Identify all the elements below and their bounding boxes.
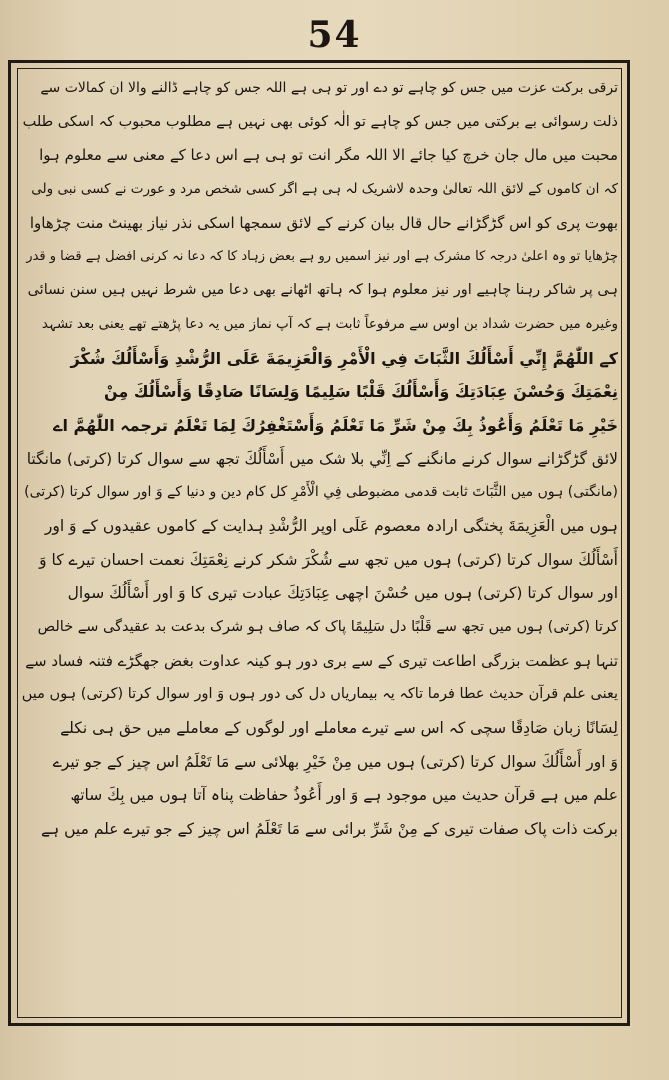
- text-line: (مانگتی) ہوں میں الثَّبَاتَ ثابت قدمی مضبوطی فِي الْأَمْرِ کل کام دین و دنیا کے وَ اور سوال کرتا (کرتی): [24, 484, 618, 501]
- text-line: برکت ذات پاک صفات تیری کے مِنْ شَرِّ برائی سے مَا تَعْلَمُ اس چیز کے جو تیرے علم میں ہے: [41, 820, 618, 839]
- text-line: اور سوال کرتا (کرتی) ہوں میں حُسْنَ اچھی عِبَادَتِكَ عبادت تیری کا وَ اور أَسْأَلُكَ سوال: [67, 584, 618, 603]
- text-line: تنہا ہو عظمت بزرگی اطاعت تیری کے سے بری دور ہو کینہ عداوت بغض جھگڑے فتنہ فساد سے: [25, 651, 618, 670]
- text-line: کہ ان کاموں کے لائق اللہ تعالیٰ وحدہ لاشریک لہ ہی ہے اگر کسی شخص مرد و عورت نے کسی نبی ولی: [31, 181, 618, 198]
- text-line: بھوت پری کو اس گڑگڑانے حال قال بیان کرنے کے لائق سمجھا اسکی نذر نیاز بھینٹ منت چڑھاوا: [29, 213, 618, 232]
- text-line: ہی پر شاکر رہنا چاہیے اور نیز معلوم ہوا کہ ہاتھ اٹھانے بھی دعا میں شرط نہیں ہیں سنن نسائی: [27, 282, 618, 299]
- text-line: ہوں میں الْعَزِيمَةَ پختگی ارادہ معصوم عَلَى اوپر الرُّشْدِ ہدایت کے کاموں عقیدوں کے وَ اور: [44, 516, 618, 535]
- text-line: لِسَانًا زبان صَادِقًا سچی کہ اس سے تیرے معاملے اور لوگوں کے معاملے میں حق ہی نکلے: [60, 719, 618, 738]
- text-line: یعنی علم قرآن حدیث عطا فرما تاکہ یہ بیماریاں دل کی دور ہوں وَ اور سوال کرتا (کرتی) ہوں میں: [22, 686, 618, 703]
- text-line: ترقی برکت عزت میں جس کو چاہے تو دے اور تو ہی ہے اللہ جس کو چاہے ڈالنے والا ان کمالات سے: [40, 80, 618, 96]
- text-line: وغیرہ میں حضرت شداد بن اوس سے مرفوعاً ثابت ہے کہ آپ نماز میں یہ دعا پڑھتے تھے یعنی بعد تشہد: [41, 315, 618, 332]
- text-line: ذلت رسوائی بے برکتی میں جس کو چاہے تو الٰہ کوئی بھی نہیں ہے مطلوب محبوب کہ اسکی طلب: [22, 113, 618, 130]
- page-number: 54: [307, 14, 362, 56]
- arabic-dua-line: نِعْمَتِكَ وَحُسْنَ عِبَادَتِكَ وَأَسْأَلُكَ قَلْبًا سَلِيمًا وَلِسَانًا صَادِقًا وَأَسْأَلُكَ مِنْ: [103, 382, 618, 402]
- text-line: لائق گڑگڑانے سوال کرنے مانگنے کے اِنِّي بلا شک میں أَسْأَلُكَ تجھ سے سوال کرتا (کرتی) مانگتا: [26, 449, 618, 468]
- arabic-dua-line: کے اللّٰهُمَّ إِنِّي أَسْأَلُكَ الثَّبَاتَ فِي الْأَمْرِ وَالْعَزِيمَةَ عَلَى الرُّشْدِ وَأَسْأَلُكَ شُكْرَ: [70, 348, 618, 368]
- arabic-dua-line: خَيْرِ مَا تَعْلَمُ وَأَعُوذُ بِكَ مِنْ شَرِّ مَا تَعْلَمُ وَأَسْتَغْفِرُكَ لِمَا تَعْلَمُ ترجمہ اللّٰهُمَّ اے: [53, 415, 618, 435]
- body-text: [22, 72, 618, 1016]
- text-line: چڑھایا تو وہ اعلیٰ درجہ کا مشرک ہے اور نیز اسمیں رو ہے بعض زہاد کا کہ دعا نہ کرنی افضل ہے قضا و قدر: [26, 249, 618, 265]
- text-line: أَسْأَلُكَ سوال کرتا (کرتی) ہوں میں تجھ سے شُكْرَ شکر کرنے نِعْمَتِكَ نعمت احسان تیرے کا وَ: [39, 550, 618, 569]
- text-line: کرتا (کرتی) ہوں میں تجھ سے قَلْبًا دل سَلِيمًا پاک کہ صاف ہو شرک بدعت بد عقیدگی سے خالص: [37, 619, 618, 635]
- text-line: وَ اور أَسْأَلُكَ سوال کرتا (کرتی) ہوں میں مِنْ خَيْرِ بھلائی سے مَا تَعْلَمُ اس چیز کے جو تیرے: [52, 752, 618, 771]
- text-line: محبت میں مال جان خرچ کیا جائے الا اللہ مگر انت تو ہی ہے اس دعا کے معنی سے معلوم ہوا: [39, 146, 618, 165]
- text-line: علم میں ہے قرآن حدیث میں موجود ہے وَ اور أَعُوذُ حفاظت پناہ آتا ہوں میں بِكَ ساتھ: [70, 786, 618, 805]
